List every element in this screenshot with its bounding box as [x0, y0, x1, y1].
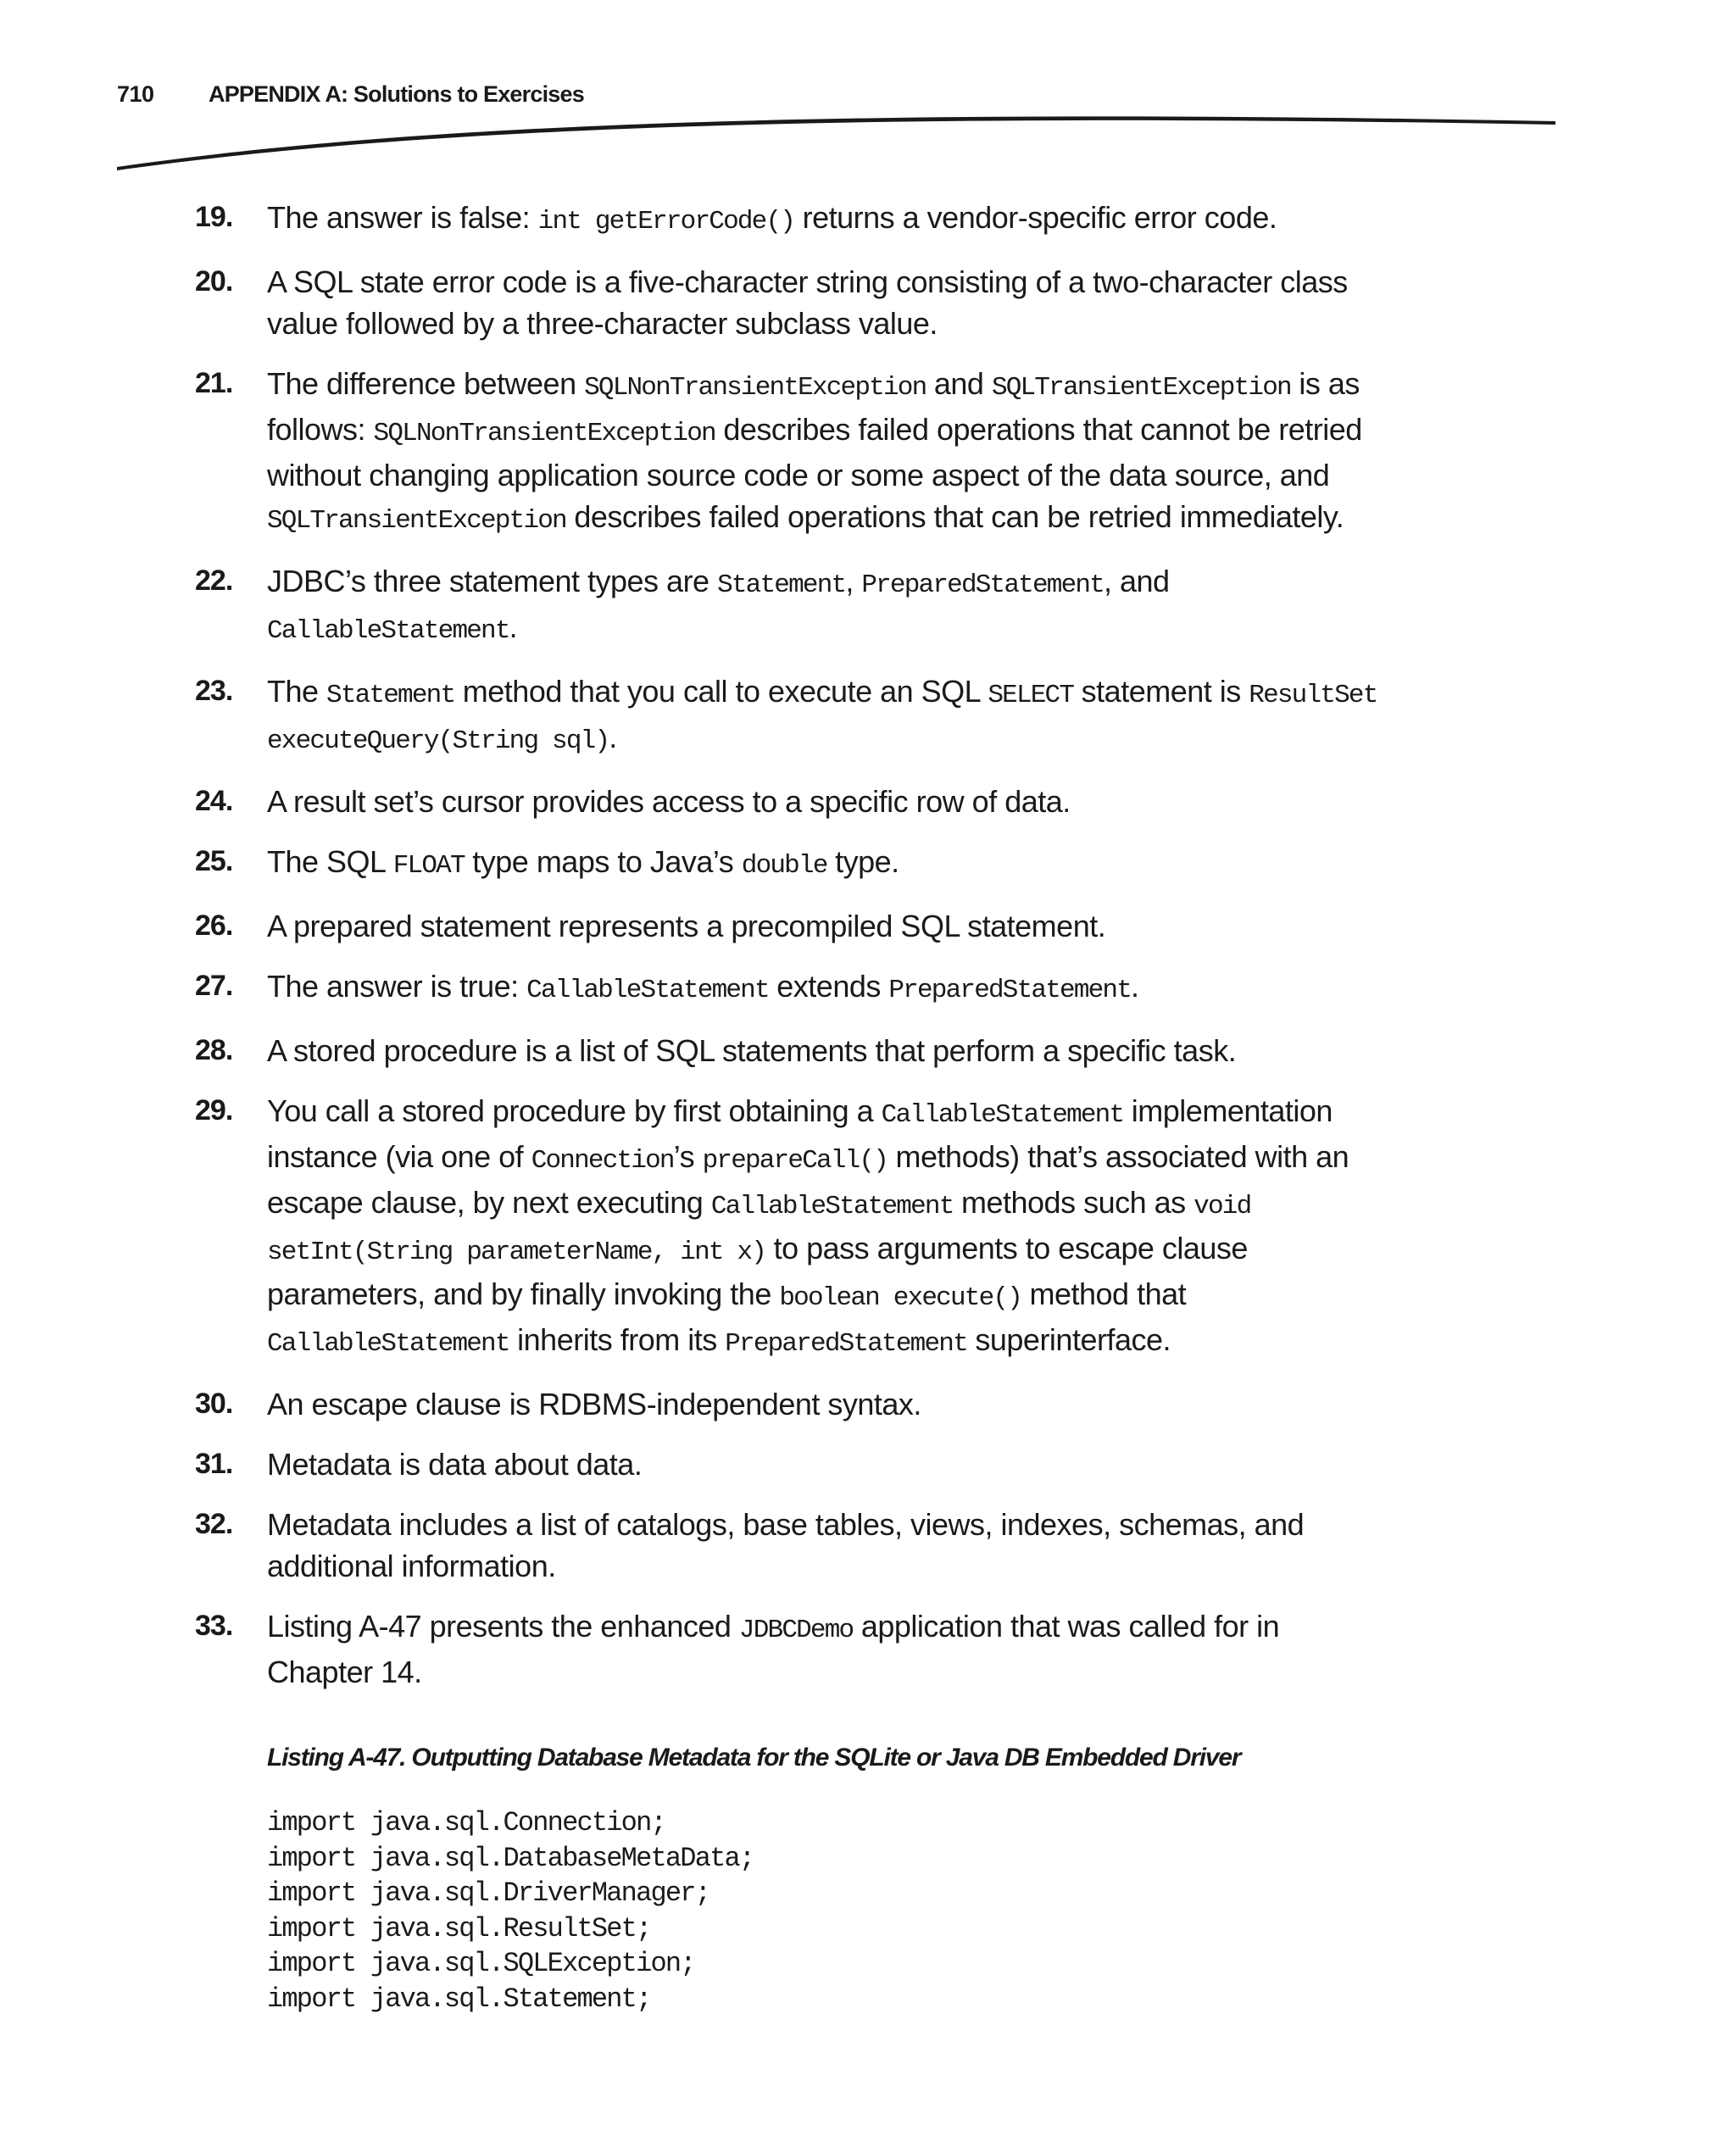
answer-text	[267, 841, 1386, 887]
answer-item	[0, 1605, 1736, 1693]
text-run: methods) that’s associated with an escape clause, by next executing	[267, 1139, 1349, 1220]
answer-text	[267, 261, 1386, 344]
inline-code: SQLTransientException	[267, 506, 566, 536]
code-line: import java.sql.ResultSet;	[267, 1912, 651, 1944]
answer-text	[267, 1504, 1386, 1587]
answer-number: 29.	[195, 1094, 233, 1126]
inline-code: void setInt(String parameterName, int x)	[267, 1192, 1251, 1267]
inline-code: JDBCDemo	[738, 1616, 854, 1645]
text-run: A stored procedure is a list of SQL statements that perform a specific task.	[267, 1033, 1237, 1068]
answer-number: 26.	[195, 909, 233, 942]
code-line: import java.sql.SQLException;	[267, 1948, 695, 1979]
answer-text	[267, 1605, 1386, 1693]
answer-list	[0, 197, 1736, 1711]
answer-item	[0, 1090, 1736, 1365]
text-run: .	[609, 720, 617, 754]
inline-code: CallableStatement	[710, 1192, 954, 1221]
answer-text	[267, 781, 1386, 822]
inline-code: PreparedStatement	[888, 976, 1132, 1005]
answer-number: 19.	[195, 201, 233, 233]
inline-code: CallableStatement	[267, 1329, 509, 1359]
answer-item	[0, 781, 1736, 822]
text-run: method that you call to execute an SQL	[454, 674, 988, 709]
answer-item	[0, 1443, 1736, 1485]
text-run: An escape clause is RDBMS-independent syntax.	[267, 1387, 921, 1421]
text-run: Metadata includes a list of catalogs, base tables, views, indexes, schemas, and additional information.	[267, 1507, 1305, 1583]
answer-text	[267, 1383, 1386, 1425]
running-head: APPENDIX A: Solutions to Exercises	[209, 81, 584, 107]
code-listing	[267, 1805, 754, 2016]
text-run: ’s	[673, 1139, 703, 1174]
inline-code: SQLTransientException	[991, 373, 1291, 403]
text-run: statement is	[1073, 674, 1249, 709]
text-run: The SQL	[267, 844, 393, 879]
answer-text	[267, 197, 1386, 242]
text-run: ,	[845, 564, 862, 598]
text-run: Listing A-47 presents the enhanced	[267, 1609, 739, 1644]
inline-code: SQLNonTransientException	[373, 419, 715, 448]
answer-number: 32.	[195, 1508, 233, 1540]
text-run: , and	[1103, 564, 1170, 598]
code-line: import java.sql.Statement;	[267, 1983, 651, 2015]
answer-text	[267, 670, 1386, 762]
text-run: Metadata is data about data.	[267, 1447, 643, 1482]
text-run: returns a vendor-specific error code.	[794, 200, 1277, 235]
text-run: The answer is false:	[267, 200, 538, 235]
answer-number: 31.	[195, 1448, 233, 1480]
answer-item	[0, 1504, 1736, 1587]
text-run: superinterface.	[966, 1322, 1171, 1357]
answer-number: 24.	[195, 785, 233, 817]
code-line: import java.sql.Connection;	[267, 1807, 665, 1838]
answer-text	[267, 1090, 1386, 1365]
text-run: The difference between	[267, 366, 585, 401]
answer-text	[267, 1030, 1386, 1071]
listing-caption: Listing A-47. Outputting Database Metadata for the SQLite or Java DB Embedded Driver	[267, 1744, 1241, 1772]
inline-code: CallableStatement	[881, 1100, 1124, 1130]
inline-code: Statement	[717, 570, 846, 600]
answer-number: 21.	[195, 367, 233, 399]
text-run: .	[1131, 969, 1139, 1004]
answer-number: 28.	[195, 1034, 233, 1066]
inline-code: ResultSet executeQuery(String sql)	[267, 681, 1377, 756]
answer-text	[267, 560, 1386, 652]
inline-code: FLOAT	[392, 851, 465, 881]
answer-number: 33.	[195, 1610, 233, 1642]
answer-number: 30.	[195, 1388, 233, 1420]
text-run: type maps to Java’s	[464, 844, 742, 879]
text-run: application that was called for in Chapter 14.	[267, 1609, 1280, 1689]
inline-code: CallableStatement	[267, 616, 509, 646]
code-line: import java.sql.DriverManager;	[267, 1877, 710, 1909]
answer-item	[0, 197, 1736, 242]
answer-item	[0, 560, 1736, 652]
inline-code: SELECT	[988, 681, 1074, 710]
answer-item	[0, 841, 1736, 887]
answer-item	[0, 965, 1736, 1011]
text-run: A prepared statement represents a precompiled SQL statement.	[267, 909, 1106, 943]
answer-text	[267, 965, 1386, 1011]
text-run: describes failed operations that cannot be retried without changing application source code or some aspect of the data source, and	[267, 412, 1362, 492]
text-run: to pass arguments to escape clause parameters, and by finally invoking the	[267, 1231, 1248, 1311]
page-number: 710	[117, 81, 154, 107]
text-run: methods such as	[953, 1185, 1194, 1220]
inline-code: Statement	[326, 681, 455, 710]
text-run: and	[926, 366, 992, 401]
answer-item	[0, 261, 1736, 344]
inline-code: Connection	[531, 1146, 674, 1176]
text-run: type.	[826, 844, 899, 879]
answer-number: 27.	[195, 970, 233, 1002]
answer-item	[0, 670, 1736, 762]
text-run: .	[509, 609, 518, 644]
text-run: A result set’s cursor provides access to a specific row of data.	[267, 784, 1071, 819]
text-run: The	[267, 674, 327, 709]
answer-number: 20.	[195, 265, 233, 298]
inline-code: CallableStatement	[526, 976, 769, 1005]
answer-number: 22.	[195, 565, 233, 597]
answer-item	[0, 905, 1736, 947]
answer-number: 23.	[195, 675, 233, 707]
header-rule	[0, 0, 1736, 186]
inline-code: prepareCall()	[702, 1146, 888, 1176]
text-run: JDBC’s three statement types are	[267, 564, 718, 598]
answer-item	[0, 1383, 1736, 1425]
answer-text	[267, 905, 1386, 947]
text-run: is as follows:	[267, 366, 1360, 447]
text-run: inherits from its	[509, 1322, 726, 1357]
text-run: implementation instance (via one of	[267, 1093, 1333, 1174]
inline-code: SQLNonTransientException	[584, 373, 926, 403]
inline-code: int getErrorCode()	[537, 207, 795, 236]
answer-number: 25.	[195, 845, 233, 877]
text-run: You call a stored procedure by first obtaining a	[267, 1093, 882, 1128]
answer-item	[0, 363, 1736, 542]
inline-code: PreparedStatement	[861, 570, 1104, 600]
inline-code: double	[741, 851, 827, 881]
text-run: A SQL state error code is a five-character string consisting of a two-character class value followed by a three-character subclass value.	[267, 264, 1348, 341]
code-line: import java.sql.DatabaseMetaData;	[267, 1842, 754, 1874]
answer-text	[267, 363, 1386, 542]
inline-code: boolean execute()	[779, 1283, 1021, 1313]
text-run: extends	[768, 969, 889, 1004]
text-run: The answer is true:	[267, 969, 527, 1004]
answer-text	[267, 1443, 1386, 1485]
answer-item	[0, 1030, 1736, 1071]
text-run: describes failed operations that can be retried immediately.	[565, 499, 1344, 534]
inline-code: PreparedStatement	[725, 1329, 967, 1359]
text-run: method that	[1021, 1277, 1187, 1311]
